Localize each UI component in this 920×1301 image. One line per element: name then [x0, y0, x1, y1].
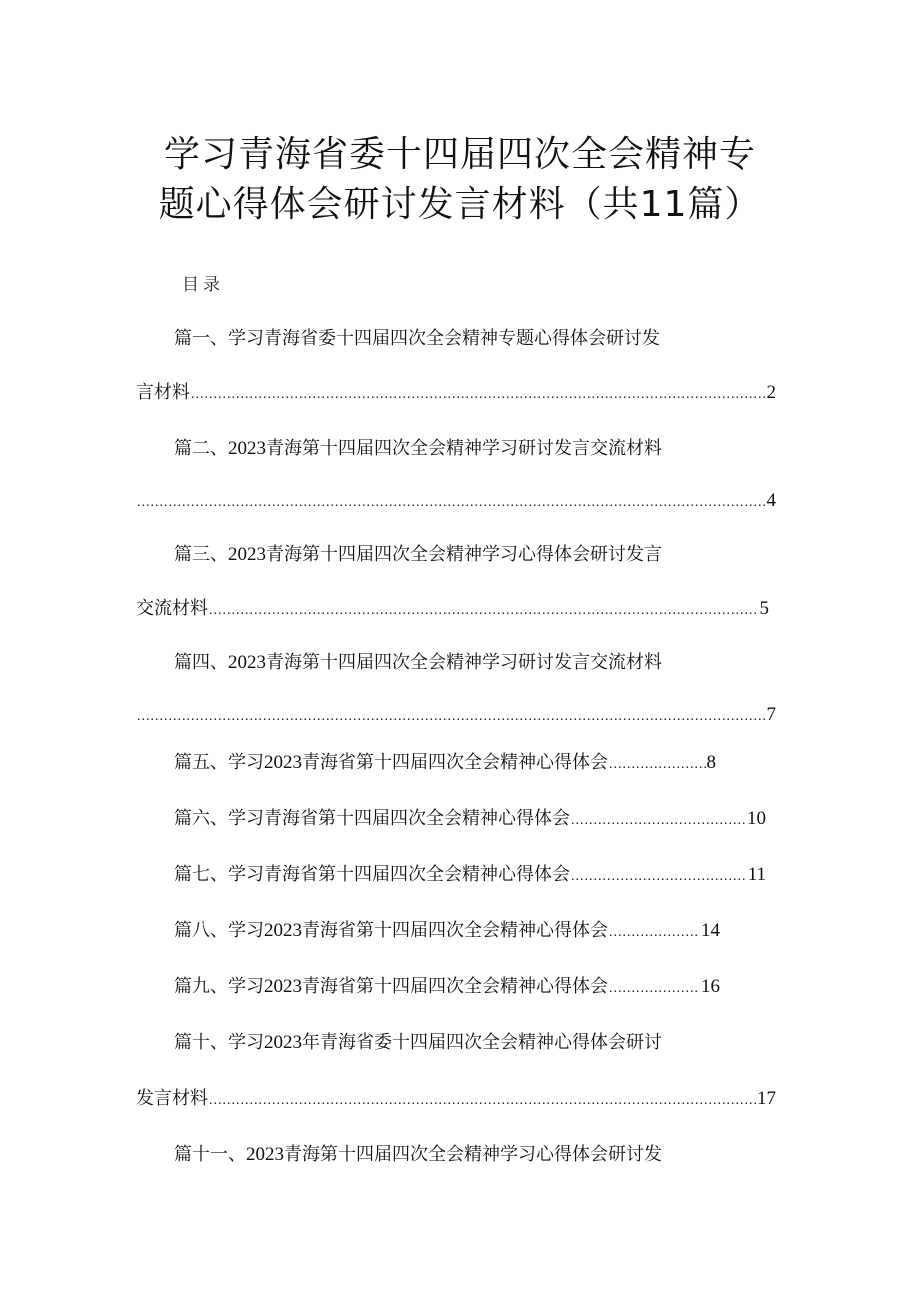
toc-entry-2-rest: 青海第十四届四次全会精神学习研讨发言交流材料	[266, 438, 662, 459]
leader-dots	[209, 598, 759, 624]
toc-entry-4-prefix: 篇四、	[174, 652, 228, 673]
toc-entry-5-rest: 青海省第十四届四次全会精神心得体会	[302, 752, 608, 773]
toc-entry-10-page: 17	[757, 1088, 776, 1109]
toc-entry-6-page: 10	[747, 808, 766, 829]
toc-entry-1[interactable]	[174, 326, 660, 352]
toc-entry-10-year: 2023	[264, 1032, 302, 1053]
toc-entry-5-page: 8	[706, 752, 716, 773]
toc-entry-4-rest: 青海第十四届四次全会精神学习研讨发言交流材料	[266, 652, 662, 673]
toc-entry-3-rest: 青海第十四届四次全会精神学习心得体会研讨发言	[266, 544, 662, 565]
toc-entry-5-year: 2023	[264, 752, 302, 773]
toc-entry-7-page: 11	[747, 864, 766, 885]
leader-dots	[609, 752, 706, 778]
toc-entry-4-page: 7	[766, 704, 776, 725]
toc-entry-5[interactable]	[174, 750, 716, 778]
toc-entry-1-line1: 篇一、学习青海省委十四届四次全会精神专题心得体会研讨发	[174, 328, 660, 349]
toc-entry-10-cont[interactable]	[136, 1086, 776, 1114]
toc-entry-9[interactable]	[174, 974, 720, 1002]
toc-entry-11-year: 2023	[246, 1144, 284, 1165]
toc-entry-3-year: 2023	[228, 544, 266, 565]
leader-dots	[137, 490, 766, 516]
toc-entry-9-rest: 青海省第十四届四次全会精神心得体会	[302, 976, 608, 997]
toc-entry-9-page: 16	[701, 976, 720, 997]
leader-dots	[209, 1088, 756, 1114]
toc-entry-1-page: 2	[766, 382, 776, 403]
document-title-line-2: 题心得体会研讨发言材料（共11篇）	[158, 184, 762, 225]
toc-entry-10[interactable]	[174, 1030, 662, 1056]
toc-entry-3-page: 5	[759, 598, 769, 619]
leader-dots	[137, 704, 766, 730]
leader-dots	[609, 920, 700, 946]
toc-entry-1-cont[interactable]	[136, 380, 776, 408]
leader-dots	[191, 382, 766, 408]
toc-entry-9-prefix: 篇九、学习	[174, 976, 264, 997]
document-title-line-1: 学习青海省委十四届四次全会精神专	[163, 134, 756, 175]
toc-entry-7[interactable]	[174, 862, 766, 890]
toc-entry-1-line2: 言材料	[136, 382, 190, 403]
toc-entry-5-prefix: 篇五、学习	[174, 752, 264, 773]
toc-entry-3-line2: 交流材料	[136, 598, 208, 619]
toc-entry-10-rest: 年青海省委十四届四次全会精神心得体会研讨	[302, 1032, 662, 1053]
toc-entry-3-cont[interactable]	[136, 596, 769, 624]
toc-entry-2-page: 4	[766, 490, 776, 511]
toc-entry-3[interactable]	[174, 542, 662, 568]
toc-entry-10-line2: 发言材料	[136, 1088, 208, 1109]
toc-entry-11-prefix: 篇十一、	[174, 1144, 246, 1165]
toc-entry-7-text: 篇七、学习青海省第十四届四次全会精神心得体会	[174, 864, 570, 885]
toc-entry-2-year: 2023	[228, 438, 266, 459]
toc-entry-2[interactable]	[174, 436, 662, 462]
leader-dots	[571, 808, 746, 834]
toc-entry-2-prefix: 篇二、	[174, 438, 228, 459]
toc-entry-8-rest: 青海省第十四届四次全会精神心得体会	[302, 920, 608, 941]
toc-entry-4[interactable]	[174, 650, 662, 676]
toc-entry-11[interactable]	[174, 1142, 662, 1168]
toc-entry-8-page: 14	[701, 920, 720, 941]
toc-entry-8-year: 2023	[264, 920, 302, 941]
leader-dots	[609, 976, 700, 1002]
toc-heading: 目录	[182, 275, 224, 295]
toc-entry-8[interactable]	[174, 918, 720, 946]
toc-entry-4-cont[interactable]	[136, 702, 776, 730]
toc-entry-8-prefix: 篇八、学习	[174, 920, 264, 941]
toc-entry-3-prefix: 篇三、	[174, 544, 228, 565]
toc-entry-9-year: 2023	[264, 976, 302, 997]
toc-entry-6-text: 篇六、学习青海省第十四届四次全会精神心得体会	[174, 808, 570, 829]
toc-entry-11-rest: 青海第十四届四次全会精神学习心得体会研讨发	[284, 1144, 662, 1165]
toc-entry-10-prefix: 篇十、学习	[174, 1032, 264, 1053]
toc-entry-2-cont[interactable]	[136, 488, 776, 516]
toc-entry-6[interactable]	[174, 806, 766, 834]
leader-dots	[571, 864, 747, 890]
toc-entry-4-year: 2023	[228, 652, 266, 673]
